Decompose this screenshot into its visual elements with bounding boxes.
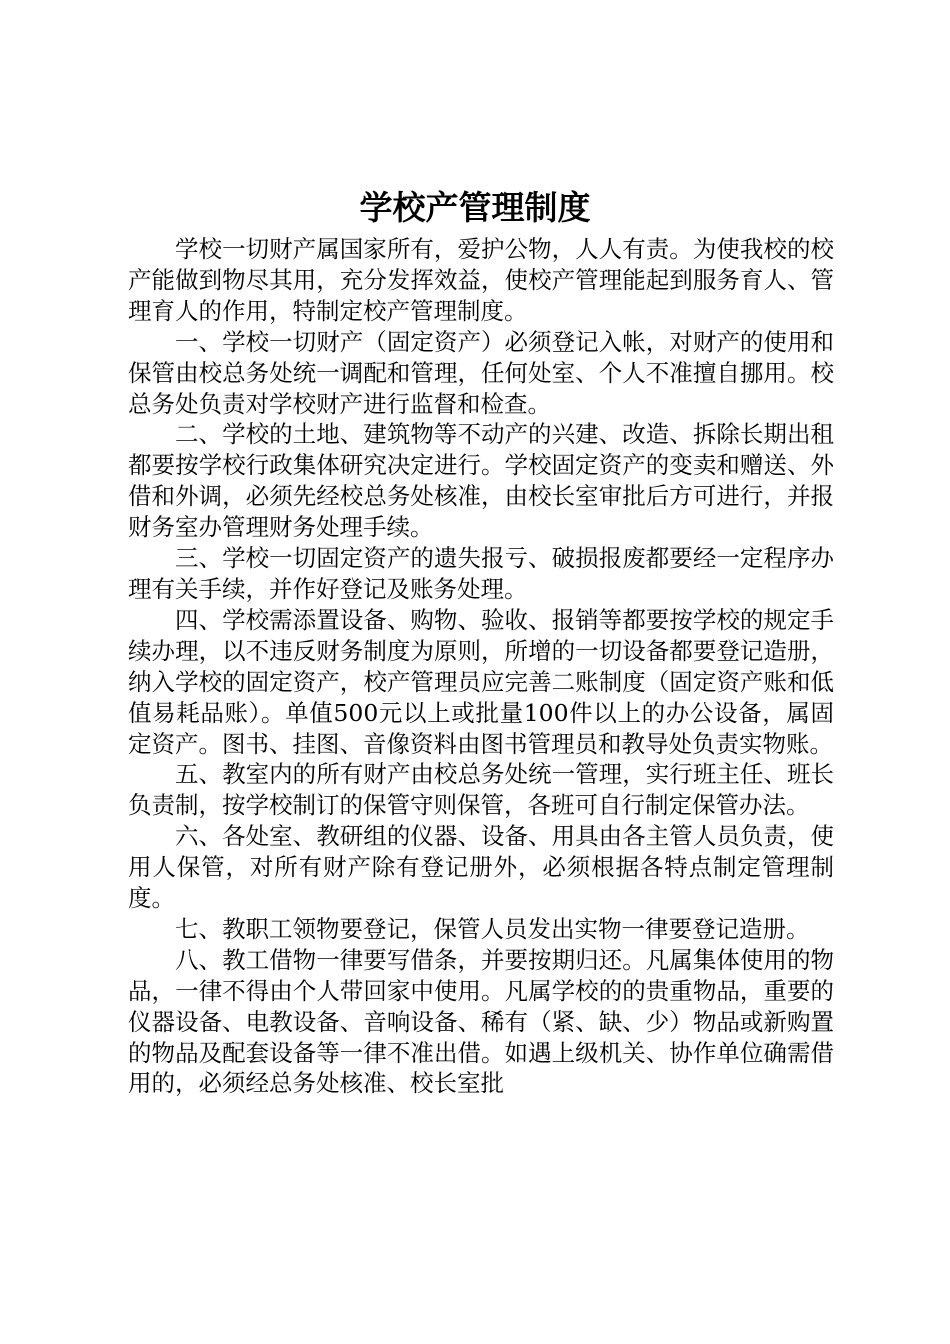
paragraph-8: 八、教工借物一律要写借条，并要按期归还。凡属集体使用的物品，一律不得由个人带回家中使用。凡属学校的的贵重物品，重要的仪器设备、电教设备、音响设备、稀有（紧、缺、少）物品或新购置的物品及配套设备等一律不准出借。如遇上级机关、协作单位确需借用的，必须经总务处核准、校长室批: [128, 945, 834, 1098]
document-body: [128, 234, 834, 1099]
paragraph-7: 七、教职工领物要登记，保管人员发出实物一律要登记造册。: [175, 914, 810, 943]
document-title: 学校产管理制度: [359, 188, 591, 227]
paragraph-5: 五、教室内的所有财产由校总务处统一管理，实行班主任、班长负责制，按学校制订的保管守则保管，各班可自行制定保管办法。: [128, 760, 834, 820]
paragraph-6: 六、各处室、教研组的仪器、设备、用具由各主管人员负责，使用人保管，对所有财产除有登记册外，必须根据各特点制定管理制度。: [128, 822, 834, 913]
paragraph-2: 二、学校的土地、建筑物等不动产的兴建、改造、拆除长期出租都要按学校行政集体研究决定进行。学校固定资产的变卖和赠送、外借和外调，必须先经校总务处核准，由校长室审批后方可进行，并报财务室办管理财务处理手续。: [128, 420, 834, 542]
paragraph-3: 三、学校一切固定资产的遗失报亏、破损报废都要经一定程序办理有关手续，并作好登记及账务处理。: [128, 544, 834, 603]
paragraph-intro: 学校一切财产属国家所有，爱护公物，人人有责。为使我校的校产能做到物尽其用，充分发挥效益，使校产管理能起到服务育人、管理育人的作用，特制定校产管理制度。: [128, 235, 834, 325]
paragraph-4: 四、学校需添置设备、购物、验收、报销等都要按学校的规定手续办理，以不违反财务制度为原则，所增的一切设备都要登记造册，纳入学校的固定资产，校产管理员应完善二账制度（固定资产账和低值易耗品账）。单值500元以上或批量100件以上的办公设备，属固定资产。图书、挂图、音像资料由图书管理员和教导处负责实物账。: [128, 605, 834, 758]
paragraph-1: 一、学校一切财产（固定资产）必须登记入帐，对财产的使用和保管由校总务处统一调配和管理，任何处室、个人不准擅自挪用。校总务处负责对学校财产进行监督和检查。: [128, 327, 834, 418]
